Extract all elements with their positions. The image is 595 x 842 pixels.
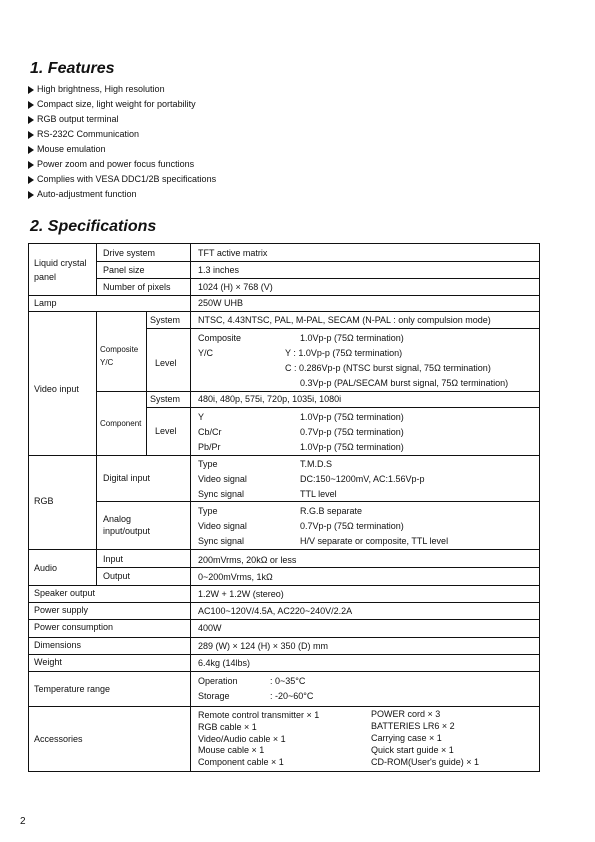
spec-value: : 0~35°C (270, 676, 306, 686)
spec-name: Sync signal (198, 536, 245, 546)
video-input-label: Video input (34, 384, 79, 394)
spec-name: Video signal (198, 521, 247, 531)
spec-name: Number of pixels (103, 282, 171, 292)
triangle-bullet-icon (28, 191, 34, 199)
features-heading: 1. Features (30, 60, 115, 77)
lcd-label: Liquid crystal (34, 258, 87, 268)
list-item: Mouse emulation (28, 142, 216, 157)
column-divider (96, 311, 97, 456)
table-border (28, 243, 540, 244)
row-divider (28, 295, 540, 296)
spec-value: 0.7Vp-p (75Ω termination) (300, 521, 404, 531)
component-label: Component (100, 419, 142, 428)
list-item: Video/Audio cable × 1 (198, 734, 286, 744)
column-divider (96, 455, 97, 550)
spec-name: Cb/Cr (198, 427, 222, 437)
row-divider (28, 549, 540, 550)
spec-value: TTL level (300, 489, 337, 499)
spec-value: 1.3 inches (198, 265, 240, 275)
row-divider (96, 391, 540, 392)
row-divider (96, 261, 540, 262)
list-item: RS-232C Communication (28, 127, 216, 142)
list-item: Power zoom and power focus functions (28, 157, 216, 172)
table-border (28, 243, 29, 772)
spec-name: Composite (198, 333, 242, 343)
spec-value: DC:150~1200mV, AC:1.56Vp-p (300, 474, 425, 484)
row-divider (146, 407, 540, 408)
list-item: Auto-adjustment function (28, 187, 216, 202)
spec-name: Level (155, 426, 177, 436)
column-divider (146, 311, 147, 456)
spec-name: Type (198, 459, 218, 469)
triangle-bullet-icon (28, 101, 34, 109)
spec-value: 289 (W) × 124 (H) × 350 (D) mm (198, 641, 329, 651)
spec-name: Storage (198, 691, 230, 701)
spec-value: 6.4kg (14lbs) (198, 658, 251, 668)
row-divider (96, 278, 540, 279)
row-divider (28, 585, 540, 586)
spec-value: 1024 (H) × 768 (V) (198, 282, 273, 292)
list-item: Compact size, light weight for portability (28, 97, 216, 112)
audio-label: Audio (34, 563, 58, 573)
spec-name: Pb/Pr (198, 442, 221, 452)
list-item: Mouse cable × 1 (198, 745, 265, 755)
spec-value: Y : 1.0Vp-p (75Ω termination) (285, 348, 403, 358)
row-divider (96, 501, 540, 502)
list-item: Quick start guide × 1 (371, 745, 454, 755)
triangle-bullet-icon (28, 161, 34, 169)
spec-name: Weight (34, 657, 62, 667)
spec-value: AC100~120V/4.5A, AC220~240V/2.2A (198, 606, 353, 616)
spec-name: Type (198, 506, 218, 516)
analog-label: Analog (103, 514, 132, 524)
composite-label: Y/C (100, 358, 114, 367)
spec-value: 0.3Vp-p (PAL/SECAM burst signal, 75Ω termination) (300, 378, 509, 388)
table-border (539, 243, 540, 772)
spec-value: 480i, 480p, 575i, 720p, 1035i, 1080i (198, 394, 342, 404)
spec-value: 250W UHB (198, 298, 244, 308)
row-divider (28, 455, 540, 456)
column-divider (96, 549, 97, 586)
row-divider (28, 654, 540, 655)
spec-value: TFT active matrix (198, 248, 268, 258)
row-divider (146, 328, 540, 329)
spec-name: Video signal (198, 474, 247, 484)
specifications-heading: 2. Specifications (30, 218, 157, 235)
row-divider (28, 311, 540, 312)
row-divider (28, 619, 540, 620)
spec-value: 1.0Vp-p (75Ω termination) (300, 442, 404, 452)
spec-name: Power supply (34, 605, 89, 615)
column-divider (190, 243, 191, 772)
spec-value: R.G.B separate (300, 506, 363, 516)
spec-name: Dimensions (34, 640, 82, 650)
list-item: CD-ROM(User's guide) × 1 (371, 757, 479, 767)
row-divider (28, 637, 540, 638)
list-item: Complies with VESA DDC1/2B specifications (28, 172, 216, 187)
spec-value: : -20~60°C (270, 691, 314, 701)
row-divider (28, 602, 540, 603)
triangle-bullet-icon (28, 116, 34, 124)
spec-name: Level (155, 358, 177, 368)
list-item: Remote control transmitter × 1 (198, 710, 320, 720)
spec-name: Power consumption (34, 622, 114, 632)
digital-input-label: Digital input (103, 473, 151, 483)
spec-name: Drive system (103, 248, 156, 258)
triangle-bullet-icon (28, 131, 34, 139)
spec-value: 0.7Vp-p (75Ω termination) (300, 427, 404, 437)
spec-name: Lamp (34, 298, 57, 308)
triangle-bullet-icon (28, 176, 34, 184)
spec-name: Speaker output (34, 588, 96, 598)
spec-value: C : 0.286Vp-p (NTSC burst signal, 75Ω termination) (285, 363, 491, 373)
list-item: Carrying case × 1 (371, 733, 442, 743)
row-divider (28, 706, 540, 707)
spec-value: H/V separate or composite, TTL level (300, 536, 449, 546)
composite-label: Composite (100, 345, 139, 354)
spec-value: 0~200mVrms, 1kΩ (198, 572, 273, 582)
list-item: RGB cable × 1 (198, 722, 257, 732)
spec-value: 1.0Vp-p (75Ω termination) (300, 333, 404, 343)
analog-label: input/output (103, 526, 151, 536)
spec-value: 200mVrms, 20kΩ or less (198, 555, 297, 565)
lcd-label: panel (34, 272, 57, 282)
spec-name: Output (103, 571, 131, 581)
spec-value: 1.2W + 1.2W (stereo) (198, 589, 284, 599)
spec-value: NTSC, 4.43NTSC, PAL, M-PAL, SECAM (N-PAL : only compulsion mode) (198, 315, 491, 325)
list-item: POWER cord × 3 (371, 709, 441, 719)
spec-value: T.M.D.S (300, 459, 333, 469)
triangle-bullet-icon (28, 146, 34, 154)
spec-name: Input (103, 554, 124, 564)
features-list (28, 82, 216, 202)
list-item: BATTERIES LR6 × 2 (371, 721, 455, 731)
spec-name: Sync signal (198, 489, 245, 499)
row-divider (28, 671, 540, 672)
spec-value: 1.0Vp-p (75Ω termination) (300, 412, 404, 422)
spec-name: Y (198, 412, 205, 422)
table-border (28, 771, 540, 772)
spec-value: 400W (198, 623, 222, 633)
spec-name: Y/C (198, 348, 214, 358)
spec-name: System (150, 315, 181, 325)
row-divider (96, 567, 540, 568)
triangle-bullet-icon (28, 86, 34, 94)
rgb-label: RGB (34, 496, 54, 506)
spec-name: Accessories (34, 734, 83, 744)
spec-name: Panel size (103, 265, 145, 275)
column-divider (96, 243, 97, 296)
spec-name: Temperature range (34, 684, 111, 694)
spec-name: System (150, 394, 181, 404)
list-item: High brightness, High resolution (28, 82, 216, 97)
list-item: Component cable × 1 (198, 757, 284, 767)
page-number: 2 (20, 816, 26, 827)
list-item: RGB output terminal (28, 112, 216, 127)
spec-name: Operation (198, 676, 238, 686)
